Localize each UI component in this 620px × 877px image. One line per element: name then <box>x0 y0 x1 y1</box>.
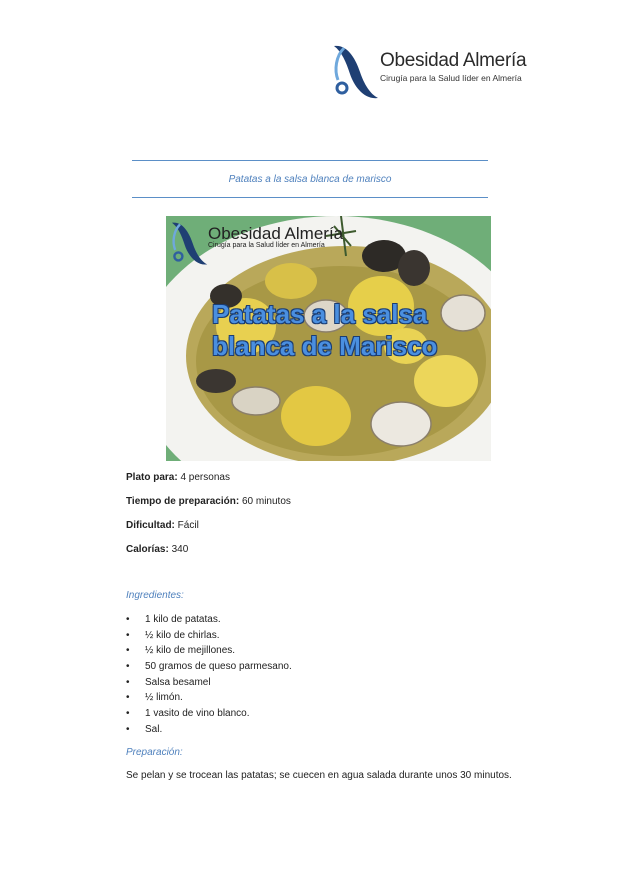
photo-logo-subtitle: Cirugía para la Salud líder en Almería <box>208 242 325 249</box>
list-item: • 1 vasito de vino blanco. <box>126 706 292 722</box>
recipe-photo <box>166 216 491 461</box>
document-title: Patatas a la salsa blanca de marisco <box>228 174 392 185</box>
logo-title: Obesidad Almería <box>380 50 527 71</box>
fact-value: Fácil <box>177 520 199 531</box>
list-item: • 1 kilo de patatas. <box>126 612 292 628</box>
fact-value: 60 minutos <box>241 496 291 507</box>
fact-label: Plato para: <box>126 472 178 483</box>
preparation-heading: Preparación: <box>126 747 183 758</box>
list-item: • ½ limón. <box>126 690 292 706</box>
ingredients-heading: Ingredientes: <box>126 590 184 601</box>
fact-calories <box>126 544 188 555</box>
logo-swoosh-icon <box>330 40 378 100</box>
fact-prep-time <box>126 496 291 507</box>
ingredients-list <box>126 612 292 738</box>
fact-value: 4 personas <box>180 472 230 483</box>
fact-label: Dificultad: <box>126 520 175 531</box>
fact-difficulty <box>126 520 199 531</box>
list-item: • Sal. <box>126 722 292 738</box>
list-item: • 50 gramos de queso parmesano. <box>126 659 292 675</box>
fact-value: 340 <box>171 544 189 555</box>
list-item: • ½ kilo de chirlas. <box>126 628 292 644</box>
title-rule-bottom <box>132 197 488 198</box>
list-item: • Salsa besamel <box>126 675 292 691</box>
header-logo <box>330 40 530 110</box>
fact-label: Calorías: <box>126 544 169 555</box>
list-item: • ½ kilo de mejillones. <box>126 643 292 659</box>
fact-label: Tiempo de preparación: <box>126 496 240 507</box>
photo-logo-swoosh-icon <box>168 218 208 266</box>
title-rule-top <box>132 160 488 161</box>
photo-overlay-title: Patatas a la salsa blanca de Marisco <box>212 299 438 361</box>
preparation-text: Se pelan y se trocean las patatas; se cuecen en agua salada durante unos 30 minutos. <box>126 770 512 781</box>
fact-servings <box>126 472 230 483</box>
photo-logo-title: Obesidad Almería <box>208 224 344 243</box>
logo-subtitle: Cirugía para la Salud líder en Almería <box>380 73 522 83</box>
